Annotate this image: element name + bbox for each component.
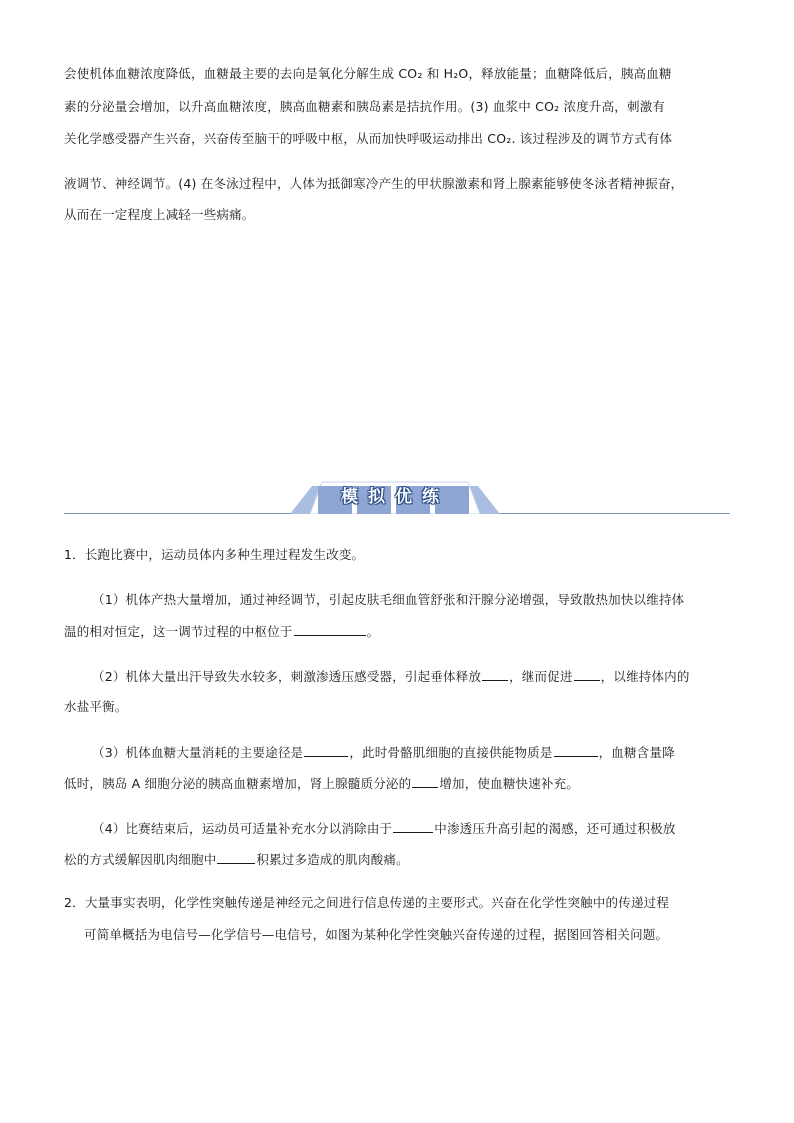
q1-part4-line2 xyxy=(64,851,409,868)
q1-part2-text-a: （2）机体大量出汗导致失水较多，刺激渗透压感受器，引起垂体释放 xyxy=(92,669,482,684)
answer-blank-7[interactable] xyxy=(393,820,433,833)
answer-blank-2[interactable] xyxy=(482,668,508,681)
q1-part3-text-c: ，血糖含量降 xyxy=(598,745,675,760)
section-banner xyxy=(0,468,794,524)
q1-part1-text-a: 温的相对恒定，这一调节过程的中枢位于 xyxy=(64,624,293,639)
q1-part3-text-b: ，此时骨骼肌细胞的直接供能物质是 xyxy=(349,745,553,760)
q1-part2-text-b: ，继而促进 xyxy=(509,669,573,684)
q1-part3-text-a: （3）机体血糖大量消耗的主要途径是 xyxy=(92,745,304,760)
q2-line-2: 可简单概括为电信号—化学信号—电信号，如图为某种化学性突触兴奋传递的过程，据图回答相关问题。 xyxy=(84,927,669,942)
q2-line-1: 2．大量事实表明，化学性突触传递是神经元之间进行信息传递的主要形式。兴奋在化学性突触中的传递过程 xyxy=(64,895,670,910)
answer-blank-8[interactable] xyxy=(217,851,255,864)
answer-line-1: 会使机体血糖浓度降低，血糖最主要的去向是氧化分解生成 CO₂ 和 H₂O，释放能量；血糖降低后，胰高血糖 xyxy=(64,66,672,81)
q1-part3-text-e: 增加，使血糖快速补充。 xyxy=(439,776,580,791)
answer-blank-3[interactable] xyxy=(574,668,600,681)
q1-part3-line1 xyxy=(92,744,675,761)
answer-line-3: 关化学感受器产生兴奋，兴奋传至脑干的呼吸中枢，从而加快呼吸运动排出 CO₂. 该过程涉及的调节方式有体 xyxy=(64,131,673,146)
answer-blank-6[interactable] xyxy=(412,775,438,788)
banner-title-box xyxy=(290,478,500,514)
q1-part2-line2: 水盐平衡。 xyxy=(64,699,128,714)
answer-line-5: 从而在一定程度上减轻一些病痛。 xyxy=(64,207,255,222)
answer-line-2: 素的分泌量会增加，以升高血糖浓度，胰高血糖素和胰岛素是拮抗作用。(3) 血浆中 CO₂ 浓度升高，刺激有 xyxy=(64,99,666,114)
q1-part4-text-a: （4）比赛结束后，运动员可适量补充水分以消除由于 xyxy=(92,821,393,836)
q1-part2-text-c: ，以维持体内的 xyxy=(600,669,690,684)
q1-part1-text-b: 。 xyxy=(366,624,380,639)
q1-part4-line1 xyxy=(92,820,676,837)
answer-blank-4[interactable] xyxy=(304,744,348,757)
q1-part2-line1 xyxy=(92,668,690,685)
q1-part4-text-d: 积累过多造成的肌肉酸痛。 xyxy=(256,852,409,867)
answer-blank-1[interactable] xyxy=(294,623,366,636)
q1-part4-text-b: 中渗透压升高引起的渴感，还可通过积极放 xyxy=(434,821,676,836)
q1-part1-line2 xyxy=(64,623,379,640)
banner-title: 模拟优练 xyxy=(341,487,449,507)
q1-part3-line2 xyxy=(64,775,579,792)
q1-part1-line1: （1）机体产热大量增加，通过神经调节，引起皮肤毛细血管舒张和汗腺分泌增强，导致散热加快以维持体 xyxy=(92,592,685,607)
q1-part3-text-d: 低时，胰岛 A 细胞分泌的胰高血糖素增加，肾上腺髓质分泌的 xyxy=(64,776,412,791)
answer-line-4: 液调节、神经调节。(4) 在冬泳过程中，人体为抵御寒冷产生的甲状腺激素和肾上腺素能够使冬泳者精神振奋， xyxy=(64,176,684,191)
q1-part4-text-c: 松的方式缓解因肌肉细胞中 xyxy=(64,852,217,867)
answer-blank-5[interactable] xyxy=(554,744,598,757)
q1-stem: 1．长跑比赛中，运动员体内多种生理过程发生改变。 xyxy=(64,547,365,562)
